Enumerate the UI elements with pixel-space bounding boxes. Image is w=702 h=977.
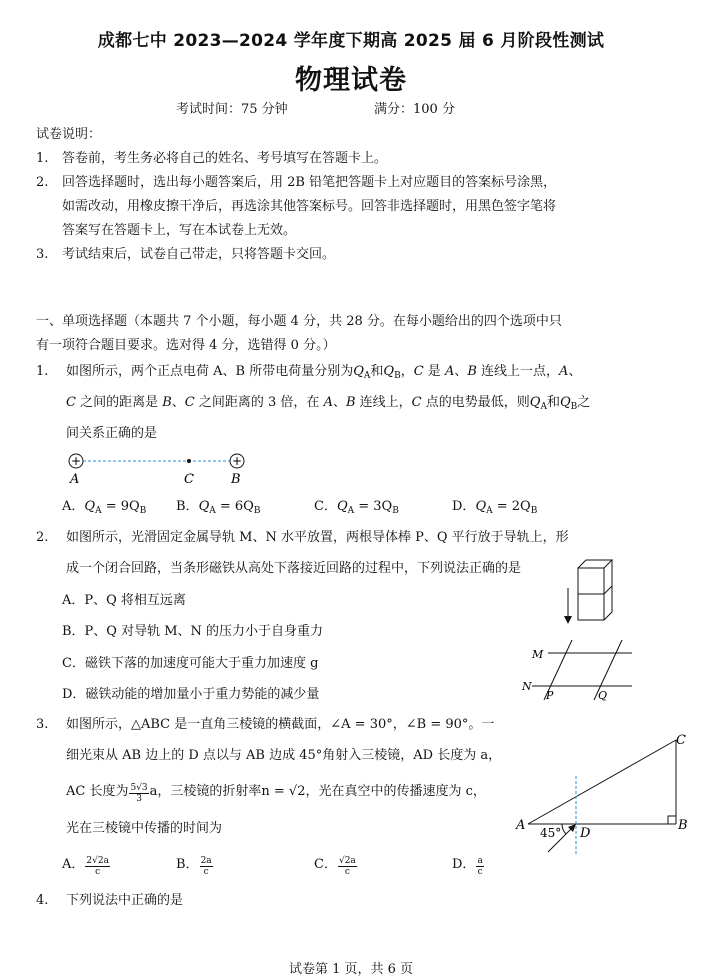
label-p: P [546,689,554,702]
instruction-2-line-2: 如需改动，用橡皮擦干净后，再选涂其他答案标号。回答非选择题时，用黑色签字笔将 [62,199,557,214]
side-ac [528,740,676,824]
angle-45-label: 45° [540,826,562,840]
charge-b-plus: + [231,454,243,468]
q3-option-a: A． $\frac{2√2a}{c}$ [62,856,109,877]
instruction-1-text: 答卷前，考生务必将自己的姓名、考号填写在答题卡上。 [62,151,388,166]
label-a-vertex: A [516,818,526,833]
label-m: M [532,648,544,661]
label-n: N [522,680,532,693]
instruction-1-num: 1. [36,151,49,166]
magnet-front-lower [578,594,604,620]
q1-option-d: D．$Q_A = 2Q_B$ [452,499,538,516]
right-angle-mark [668,816,676,824]
q3-option-c: C． $\frac{√2a}{c}$ [314,856,356,877]
q1-line-2: C 之间的距离是 B、C 之间距离的 3 倍，在 A、B 连线上，C 点的电势最低，则$Q_A$和$Q_B$之 [66,395,591,412]
q2-option-b: B．P、Q 对导轨 M、N 的压力小于自身重力 [62,624,324,639]
q3-line-2: 细光束从 AB 边上的 D 点以与 AB 边成 45°角射入三棱镜，AD 长度为 a， [66,748,502,763]
instruction-3-num: 3. [36,247,49,262]
instruction-2-num: 2. [36,175,49,190]
section-1-heading-line-2: 有一项符合题目要求。选对得 4 分，选错得 0 分。） [36,338,336,353]
q1-option-b: B．$Q_A = 6Q_B$ [176,499,261,516]
angle-arc [562,824,566,834]
q1-number: 1. [36,364,49,379]
q2-option-d: D．磁铁动能的增加量小于重力势能的减少量 [62,687,320,702]
point-c-dot [187,459,191,463]
magnet-side-mid [604,586,612,594]
label-b: B [231,472,241,487]
q4-text: 下列说法中正确的是 [66,893,184,908]
q4-number: 4. [36,893,49,908]
q2-option-c: C．磁铁下落的加速度可能大于重力加速度 g [62,656,319,671]
charge-a-plus: + [70,454,82,468]
q3-line-4: 光在三棱镜中传播的时间为 [66,821,223,836]
q1-option-c: C．$Q_A = 3Q_B$ [314,499,399,516]
label-c: C [184,472,194,487]
q1-line-3: 间关系正确的是 [66,426,158,441]
q2-magnet-rails-figure [520,576,640,706]
exam-time: 考试时间：75 分钟 [176,102,288,117]
fall-arrowhead-icon [564,616,572,624]
q1-charge-figure [60,450,260,490]
q3-line-3: AC 长度为 $\frac{5√3}{3}$ a，三棱镜的折射率n = √2，光在真空中的传播速度为 c， [66,783,486,804]
label-c-vertex: C [676,733,686,748]
q3-number: 3. [36,717,49,732]
ac-length-fraction: $\frac{5√3}{3}$ [130,783,148,804]
label-d-point: D [580,826,591,841]
label-b-vertex: B [678,818,688,833]
q2-line-1: 如图所示，光滑固定金属导轨 M、N 水平放置，两根导体棒 P、Q 平行放于导轨上，形 [66,530,569,545]
magnet-front-upper [578,568,604,594]
q2-line-2: 成一个闭合回路，当条形磁铁从高处下落接近回路的过程中，下列说法正确的是 [66,561,522,576]
section-1-heading-line-1: 一、单项选择题（本题共 7 个小题，每小题 4 分，共 28 分。在每小题给出的四个选项中只 [36,314,562,329]
page-footer: 试卷第 1 页，共 6 页 [288,962,414,977]
q3-line-1: 如图所示，△ABC 是一直角三棱镜的横截面，∠A = 30°，∠B = 90°。一 [66,717,495,732]
paper-title: 物理试卷 [295,65,407,96]
instruction-2-line-1: 回答选择题时，选出每小题答案后，用 2B 铅笔把答题卡上对应题目的答案标号涂黑， [62,175,557,190]
label-q: Q [598,689,608,702]
full-score: 满分：100 分 [374,102,455,117]
magnet-top-face [578,560,612,568]
q2-number: 2. [36,530,49,545]
school-exam-title: 成都七中 2023—2024 学年度下期高 2025 届 6 月阶段性测试 [97,31,605,51]
instruction-2-line-3: 答案写在答题卡上，写在本试卷上无效。 [62,223,297,238]
q1-line-1: 如图所示，两个正点电荷 A、B 所带电荷量分别为$Q_A$和$Q_B$，C 是 A、B 连线上一点，A、 [66,364,582,381]
q1-option-a: A．$Q_A = 9Q_B$ [62,499,147,516]
label-a: A [70,472,80,487]
q3-option-b: B． $\frac{2a}{c}$ [176,856,212,877]
q3-prism-figure [510,728,700,858]
q3-option-d: D． $\frac{a}{c}$ [452,856,483,877]
instructions-heading: 试卷说明： [36,127,102,142]
q2-option-a: A．P、Q 将相互远离 [62,593,186,608]
instruction-3-text: 考试结束后，试卷自己带走，只将答题卡交回。 [62,247,336,262]
